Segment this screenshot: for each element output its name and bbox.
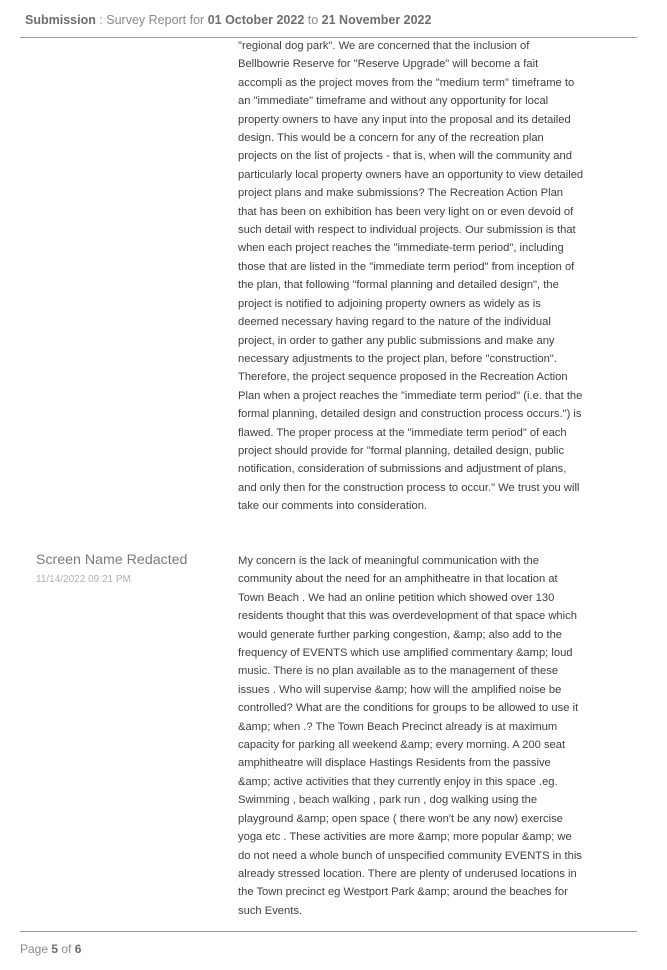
report-start-date: 01 October 2022 xyxy=(207,13,305,27)
respondent-name: Screen Name Redacted xyxy=(36,552,188,568)
response-timestamp: 11/14/2022 09:21 PM xyxy=(36,574,131,585)
total-page-count: 6 xyxy=(74,942,82,956)
report-header xyxy=(25,13,431,27)
submission-label: Submission xyxy=(25,13,96,27)
header-separator: : Survey Report for xyxy=(95,13,208,27)
response-text: My concern is the lack of meaningful communication with the community about the need for an amphitheatre in that location at Town Beach . We had an online petition which showed over 130 residents thought that this was overdevelopment of that space which would generate further parking congestion, &amp; also add to the frequency of EVENTS which use amplified commentary &amp; loud music. There is no plan available as to the management of these issues . Who will supervise &amp; how will the amplified noise be controlled? What are the conditions for groups to be allowed to use it &amp; when .? The Town Beach Precinct already is at maximum capacity for parking all weekend &amp; every morning. A 200 seat amphitheatre will displace Hastings Residents from the passive &amp; active activities that they currently enjoy in this space .eg. Swimming , beach walking , park run , dog walking using the playground &amp; open space ( there won't be any now) exercise yoga etc . These activities are more &amp; more popular &amp; we do not need a whole bunch of unspecified community EVENTS in this already stressed location. There are plenty of underused locations in the Town precinct eg Westport Park &amp; around the beaches for such Events. xyxy=(238,555,582,917)
report-end-date: 21 November 2022 xyxy=(321,13,432,27)
of-word: of xyxy=(58,942,75,956)
page-word: Page xyxy=(20,942,52,956)
current-page-number: 5 xyxy=(51,942,59,956)
page-indicator xyxy=(20,942,81,956)
response-text: "regional dog park". We are concerned that the inclusion of Bellbowrie Reserve for "Reserve Upgrade" will become a fait accompli as the project moves from the "medium term" timeframe to an "immediate" timeframe and without any opportunity for local property owners to have any input into the proposal and its detailed design. This would be a concern for any of the recreation plan projects on the list of projects - that is, when will the community and particularly local property owners have an opportunity to view detailed project plans and make submissions? The Recreation Action Plan that has been on exhibition has been very light on or even devoid of such detail with respect to individual projects. Our submission is that when each project reaches the "immediate-term period", including those that are listed in the "immediate term period" from inception of the plan, that following "formal planning and detailed design", the project is notified to adjoining property owners as widely as is deemed necessary having regard to the nature of the individual project, in order to gather any public submissions and make any necessary adjustments to the project plan, before "construction". Therefore, the project sequence proposed in the Recreation Action Plan when a project reaches the "immediate term period" (i.e. that the formal planning, detailed design and construction process occurs.") is flawed. The proper process at the "immediate term period" of each project should provide for "formal planning, detailed design, public notification, consideration of submissions and adjustment of plans, and only then for the construction process to occur." We trust you will take our comments into consideration. xyxy=(238,40,584,513)
footer-divider xyxy=(20,931,637,932)
header-connector: to xyxy=(304,13,322,27)
